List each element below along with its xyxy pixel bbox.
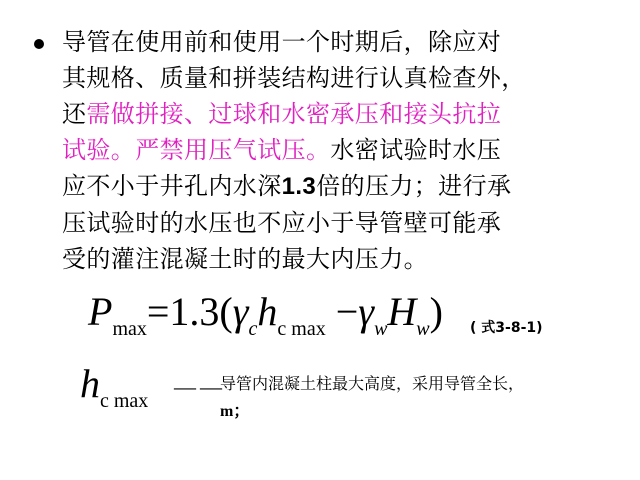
para-line-3-highlight: 需做拼接、过球和水密承压和接头抗拉 [86, 100, 502, 128]
formula-eq-coef: =1.3( [146, 289, 233, 334]
definition-symbol-sub: c max [100, 390, 149, 412]
formula-symbol-p: P [88, 289, 113, 334]
definition-unit: m； [220, 403, 250, 420]
definition-dash: —— [174, 374, 226, 399]
definition-symbol [80, 360, 148, 425]
para-line-5-before: 应不小于井孔内水深 [62, 172, 282, 200]
formula-close: ) [429, 289, 443, 334]
para-line-5-value: 1.3 [281, 173, 317, 200]
para-line-4 [62, 132, 622, 168]
para-line-5-after: 倍的压力；进行承 [316, 172, 512, 200]
formula-sub-w: w [374, 318, 388, 340]
para-line-3-plain: 还 [62, 100, 87, 128]
para-line-7: 受的灌注混凝土时的最大内压力。 [62, 245, 428, 273]
formula-sub-max: max [112, 318, 147, 340]
formula-sub-c: c [248, 318, 258, 340]
para-line-1: 导管在使用前和使用一个时期后，除应对 [62, 28, 502, 56]
body-paragraph [62, 24, 622, 277]
para-line-2: 其规格、质量和拼装结构进行认真检查外， [62, 64, 526, 92]
formula-gamma-c: γ [232, 289, 249, 334]
formula-gamma-w: γ [358, 289, 375, 334]
formula-pmax [88, 288, 443, 353]
equation-reference: ( 式3-8-1) [470, 320, 543, 336]
para-line-4-highlight: 试验。严禁用压气试压。 [62, 136, 331, 164]
bullet-dot [34, 39, 44, 49]
formula-sub-w2: w [416, 318, 430, 340]
formula-symbol-h: h [257, 289, 278, 334]
para-line-6: 压试验时的水压也不应小于导管壁可能承 [62, 209, 502, 237]
definition-symbol-h: h [80, 361, 100, 406]
para-line-5 [62, 168, 622, 205]
definition-text: 导管内混凝土柱最大高度，采用导管全长， [220, 374, 525, 393]
formula-minus: − [325, 289, 359, 334]
para-line-3 [62, 96, 622, 132]
formula-sub-cmax: c max [277, 318, 326, 340]
para-line-4-plain: 水密试验时水压 [330, 136, 502, 164]
formula-symbol-hw: H [387, 289, 417, 334]
